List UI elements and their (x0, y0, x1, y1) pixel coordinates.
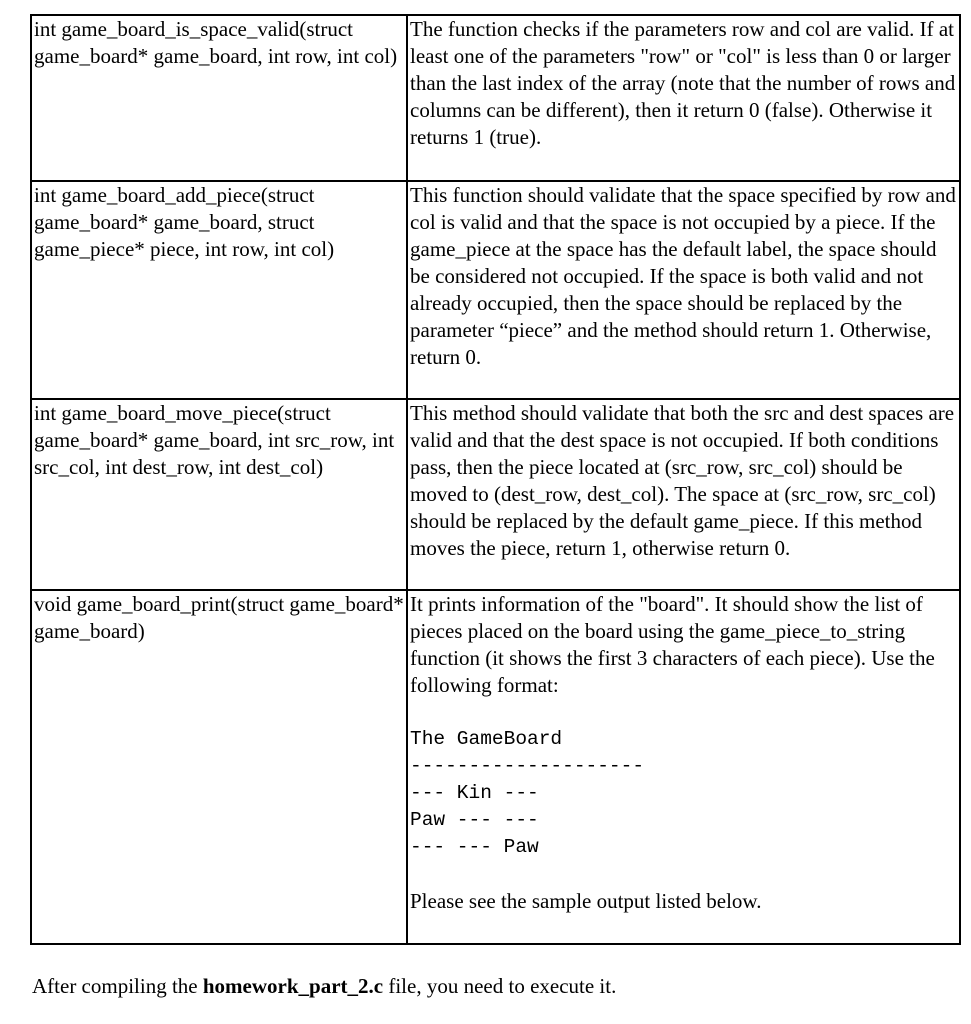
sample-output-block: The GameBoard -------------------- --- Kin --- Paw --- --- --- --- Paw (410, 728, 645, 858)
function-description: This method should validate that both the src and dest spaces are valid and that the dest space is not occupied. If both conditions pass, then the piece located at (src_row, src_col) should be moved to (dest_row, dest_col). The space at (src_row, src_col) should be replaced by the default game_piece. If this method moves the piece, return 1, otherwise return 0. (407, 399, 960, 590)
table-row (31, 181, 960, 399)
table-row (31, 399, 960, 590)
table-row (31, 15, 960, 181)
footer-text-before: After compiling the (32, 974, 203, 998)
function-description-cell (407, 590, 960, 944)
footer-filename: homework_part_2.c (202, 974, 384, 998)
function-signature: int game_board_add_piece(struct game_board* game_board, struct game_piece* piece, int row, int col) (31, 181, 407, 399)
footer-text-after: file, you need to execute it. (383, 974, 617, 998)
function-spec-table (30, 14, 961, 945)
function-description: The function checks if the parameters row and col are valid. If at least one of the parameters "row" or "col" is less than 0 or larger than the last index of the array (note that the number of rows and columns can be different), then it return 0 (false). Otherwise it returns 1 (true). (407, 15, 960, 181)
table-row (31, 590, 960, 944)
function-signature: int game_board_move_piece(struct game_board* game_board, int src_row, int src_col, int dest_row, int dest_col) (31, 399, 407, 590)
function-signature: int game_board_is_space_valid(struct game_board* game_board, int row, int col) (31, 15, 407, 181)
function-signature: void game_board_print(struct game_board* game_board) (31, 590, 407, 944)
sample-output-note: Please see the sample output listed below. (410, 889, 762, 913)
function-description: This function should validate that the space specified by row and col is valid and that the space is not occupied by a piece. If the game_piece at the space has the default label, the space should be considered not occupied. If the space is both valid and not already occupied, then the space should be replaced by the parameter “piece” and the method should return 1. Otherwise, return 0. (407, 181, 960, 399)
function-description: It prints information of the "board". It should show the list of pieces placed on the board using the game_piece_to_string function (it shows the first 3 characters of each piece). Use the following format: (410, 592, 935, 697)
footer-paragraph (32, 973, 616, 1000)
